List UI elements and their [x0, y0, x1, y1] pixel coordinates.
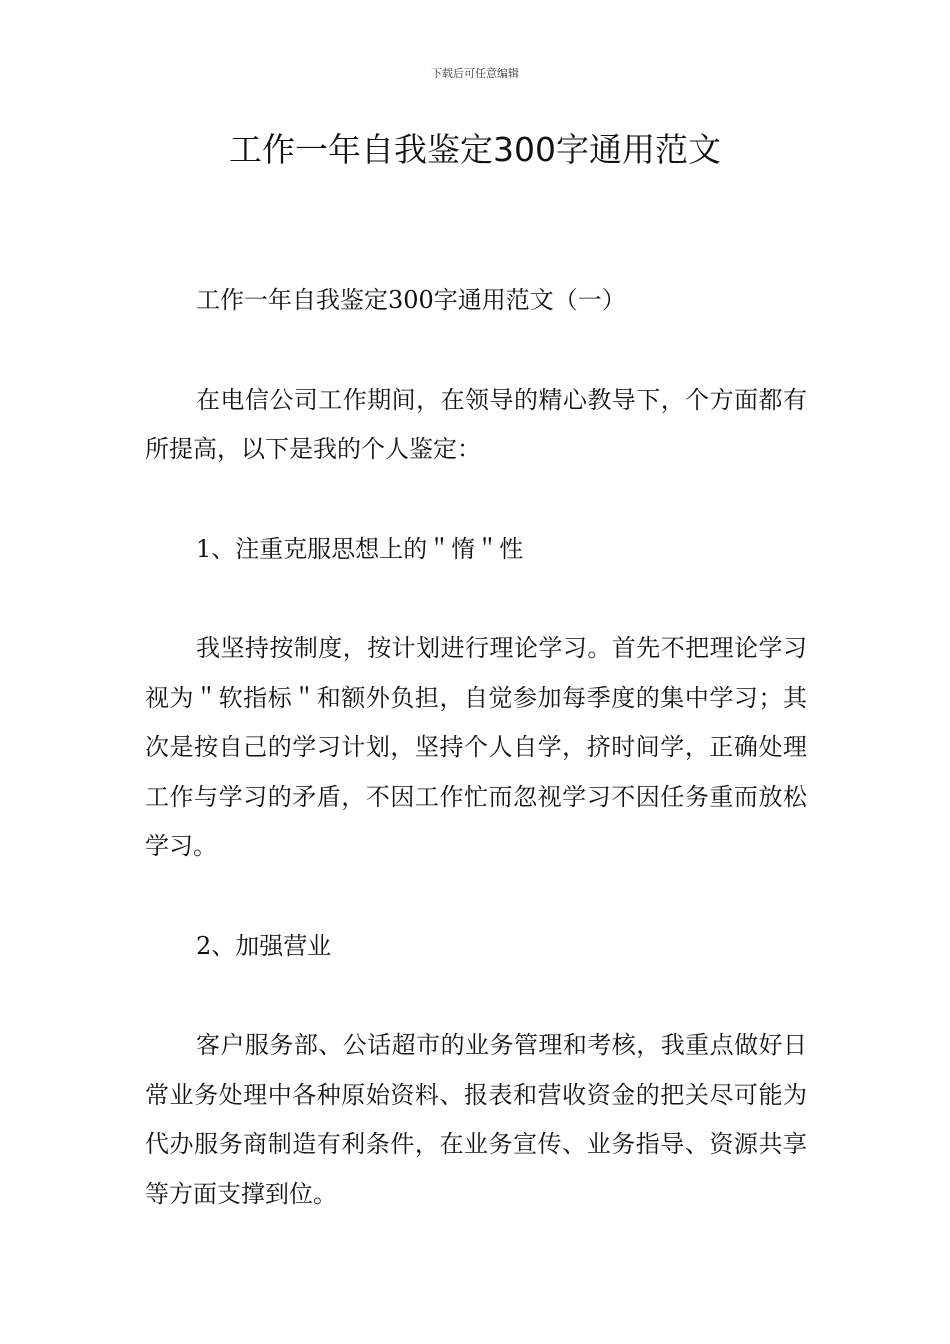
- paragraph-gap: [145, 326, 807, 376]
- document-body: [145, 276, 807, 1219]
- body-paragraph: 我坚持按制度，按计划进行理论学习。首先不把理论学习视为＂软指标＂和额外负担，自觉参加每季度的集中学习；其次是按自己的学习计划，坚持个人自学，挤时间学，正确处理工作与学习的矛盾，不因工作忙而忽视学习不因任务重而放松学习。: [145, 634, 807, 860]
- numbered-heading: 2、加强营业: [196, 931, 332, 960]
- paragraph-gap: [145, 475, 807, 525]
- header-note: 下载后可任意编辑: [431, 67, 519, 80]
- paragraph-gap: [145, 872, 807, 922]
- body-paragraph: 客户服务部、公话超市的业务管理和考核，我重点做好日常业务处理中各种原始资料、报表和营收资金的把关尽可能为代办服务商制造有利条件，在业务宣传、业务指导、资源共享等方面支撑到位。: [145, 1031, 807, 1208]
- paragraph-gap: [145, 971, 807, 1021]
- body-paragraph: 在电信公司工作期间，在领导的精心教导下，个方面都有所提高，以下是我的个人鉴定：: [145, 385, 807, 463]
- numbered-heading: 1、注重克服思想上的＂惰＂性: [196, 534, 524, 563]
- paragraph-gap: [145, 574, 807, 624]
- section-heading: 工作一年自我鉴定300字通用范文（一）: [196, 286, 626, 314]
- document-title: 工作一年自我鉴定300字通用范文: [229, 130, 721, 169]
